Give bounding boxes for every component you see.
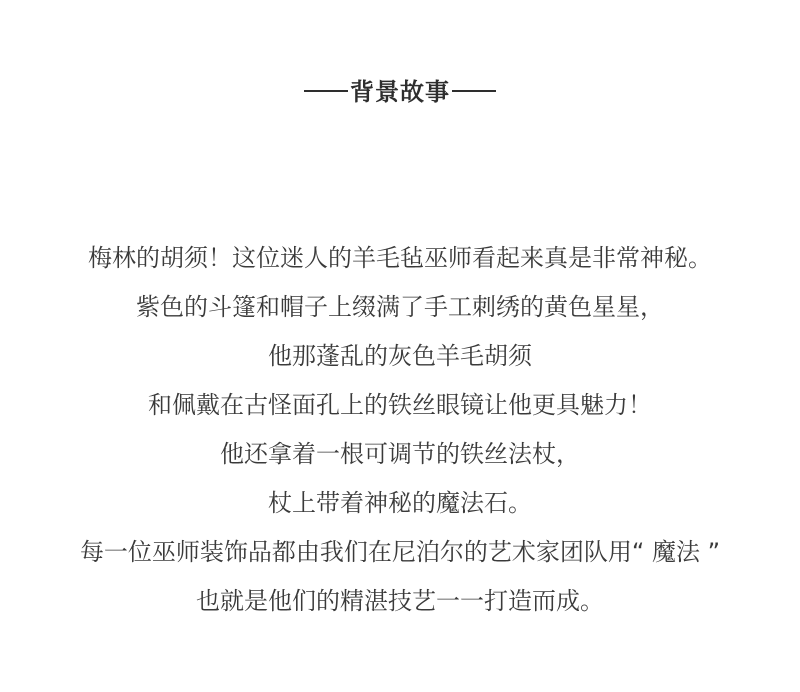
section-heading [0, 72, 800, 112]
story-line: 也就是他们的精湛技艺一一打造而成。 [196, 587, 604, 615]
story-text [0, 234, 800, 626]
story-line: 和佩戴在古怪面孔上的铁丝眼镜让他更具魅力！ [148, 391, 652, 419]
heading-title: 背景故事 [350, 78, 450, 106]
heading-right-rule [452, 90, 496, 92]
story-line: 紫色的斗篷和帽子上缀满了手工刺绣的黄色星星， [136, 293, 664, 321]
story-line: 他还拿着一根可调节的铁丝法杖， [220, 440, 580, 468]
heading-left-rule [304, 90, 348, 92]
story-line: 梅林的胡须！这位迷人的羊毛毡巫师看起来真是非常神秘。 [88, 244, 712, 272]
story-line: 每一位巫师装饰品都由我们在尼泊尔的艺术家团队用“ 魔法 ” [79, 538, 721, 566]
story-line: 他那蓬乱的灰色羊毛胡须 [268, 342, 532, 370]
story-line: 杖上带着神秘的魔法石。 [268, 489, 532, 517]
